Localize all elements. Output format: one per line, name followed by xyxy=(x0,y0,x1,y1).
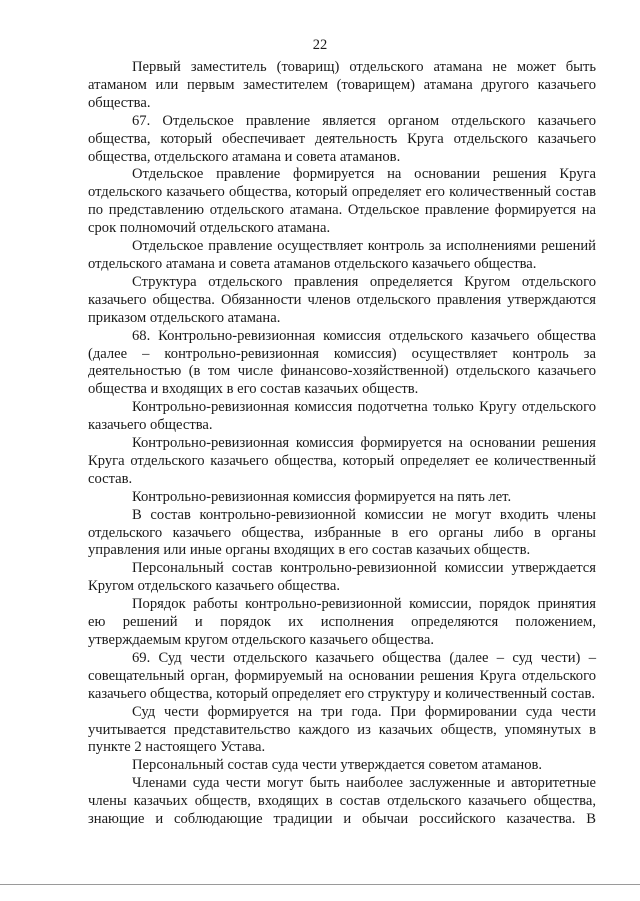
paragraph: Контрольно-ревизионная комиссия формируется на пять лет. xyxy=(132,488,512,505)
paragraph: 68. Контрольно-ревизионная комиссия отдельского казачьего общества (далее – контрольно-ревизионная комиссия) осуществляет контроль за деятельностью (в том числе финансово-хозяйственной) отдельского казачьего общества и входящих в его состав казачьих обществ. xyxy=(88,327,596,398)
paragraph: Отдельское правление формируется на основании решения Круга отдельского казачьего общества, который определяет его количественный состав по представлению отдельского атамана. Отдельское правление формируется на срок полномочий отдельского атамана. xyxy=(88,166,596,237)
body-text xyxy=(88,59,596,829)
paragraph: Членами суда чести могут быть наиболее заслуженные и авторитетные члены казачьих обществ, входящих в состав отдельского казачьего общества, знающие и соблюдающие традиции и обычаи российского казачества. В xyxy=(88,775,596,828)
paragraph: Первый заместитель (товарищ) отдельского атамана не может быть атаманом или первым заместителем (товарищем) атамана другого казачьего общества. xyxy=(88,59,596,111)
paragraph: Персональный состав суда чести утверждается советом атаманов. xyxy=(132,757,543,774)
page-number: 22 xyxy=(312,37,328,53)
paragraph: Персональный состав контрольно-ревизионной комиссии утверждается Кругом отдельского казачьего общества. xyxy=(88,560,596,595)
paragraph: В состав контрольно-ревизионной комиссии не могут входить члены отдельского казачьего общества, избранные в его органы либо в органы управления или иные органы входящих в его состав казачьих обществ. xyxy=(88,506,596,559)
paragraph: Суд чести формируется на три года. При формировании суда чести учитывается представительство каждого из казачьих обществ, упомянутых в пункте 2 настоящего Устава. xyxy=(88,703,596,756)
paragraph: 67. Отдельское правление является органом отдельского казачьего общества, который обеспечивает деятельность Круга отдельского казачьего общества, отдельского атамана и совета атаманов. xyxy=(88,112,596,165)
paragraph: Порядок работы контрольно-ревизионной комиссии, порядок принятия ею решений и порядок их исполнения определяются положением, утверждаемым кругом отдельского казачьего общества. xyxy=(88,596,596,648)
paragraph: Отдельское правление осуществляет контроль за исполнениями решений отдельского атамана и совета атаманов отдельского казачьего общества. xyxy=(88,238,596,272)
scan-edge-line xyxy=(0,884,640,885)
paragraph: 69. Суд чести отдельского казачьего общества (далее – суд чести) – совещательный орган, формируемый на основании решения Круга отдельского казачьего общества, который определяет его структуру и количественный состав. xyxy=(88,649,596,702)
paragraph: Контрольно-ревизионная комиссия подотчетна только Кругу отдельского казачьего общества. xyxy=(88,399,596,434)
paragraph: Структура отдельского правления определяется Кругом отдельского казачьего общества. Обязанности членов отдельского правления утверждаются приказом отдельского атамана. xyxy=(88,273,596,326)
paragraph: Контрольно-ревизионная комиссия формируется на основании решения Круга отдельского казачьего общества, который определяет ее количественный состав. xyxy=(88,435,596,487)
